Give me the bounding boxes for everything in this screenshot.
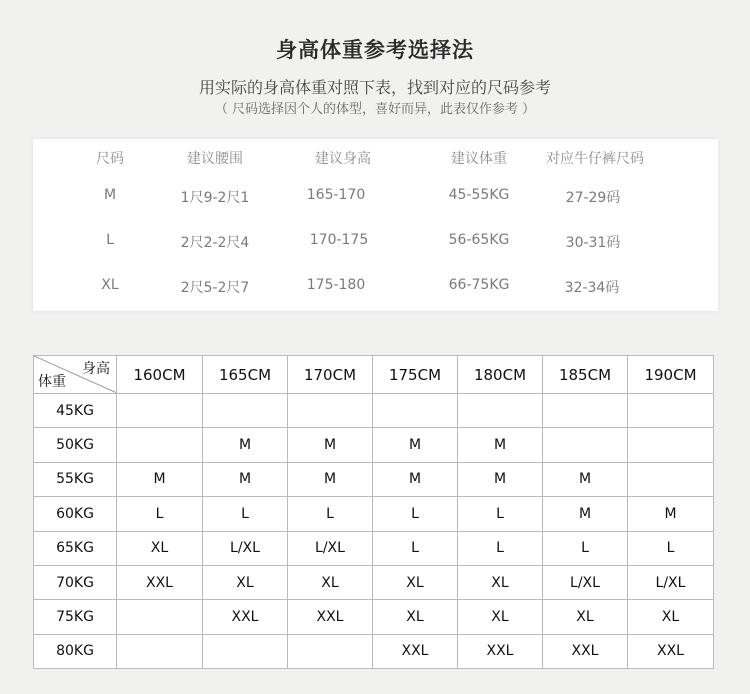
size-cell: XXL — [288, 600, 373, 634]
size-cell: XL — [458, 565, 543, 599]
size-cell: M — [458, 462, 543, 496]
size-cell: XL — [458, 600, 543, 634]
height-weight-grid — [33, 355, 714, 669]
height-header-165cm: 165CM — [203, 356, 288, 394]
size-cell: L/XL — [543, 565, 628, 599]
size-cell: M — [543, 462, 628, 496]
size-cell — [117, 634, 203, 668]
size-header-height: 建议身高 — [315, 151, 371, 167]
size-cell: L — [373, 497, 458, 531]
size-cell: L/XL — [288, 531, 373, 565]
size-cell: M — [373, 462, 458, 496]
size-row-l-jeans: 30-31码 — [565, 235, 621, 251]
weight-label: 45KG — [34, 394, 117, 428]
weight-label: 70KG — [34, 565, 117, 599]
size-header-size: 尺码 — [96, 151, 124, 167]
size-reference-table — [33, 139, 718, 311]
size-cell: L — [203, 497, 288, 531]
size-cell: M — [628, 497, 714, 531]
size-cell — [543, 428, 628, 462]
size-row-m-jeans: 27-29码 — [565, 190, 621, 206]
size-cell: L — [543, 531, 628, 565]
size-cell: L/XL — [203, 531, 288, 565]
size-cell: L — [373, 531, 458, 565]
size-cell — [288, 394, 373, 428]
size-cell: XXL — [543, 634, 628, 668]
height-header-160cm: 160CM — [117, 356, 203, 394]
size-cell: M — [288, 462, 373, 496]
size-cell: M — [458, 428, 543, 462]
size-header-jeans: 对应牛仔裤尺码 — [546, 151, 644, 167]
height-header-170cm: 170CM — [288, 356, 373, 394]
corner-height-label: 身高 — [82, 361, 110, 377]
size-cell — [117, 428, 203, 462]
table-row — [34, 497, 714, 531]
size-row-m-waist: 1尺9-2尺1 — [180, 190, 250, 206]
size-row-l-height: 170-175 — [309, 232, 369, 248]
size-cell: XL — [288, 565, 373, 599]
weight-label: 80KG — [34, 634, 117, 668]
size-row-l-size: L — [106, 232, 114, 248]
size-row-xl-weight: 66-75KG — [448, 277, 510, 293]
corner-weight-label: 体重 — [38, 374, 66, 390]
table-row — [34, 394, 714, 428]
size-cell: XL — [373, 600, 458, 634]
size-cell: XL — [543, 600, 628, 634]
size-cell: XL — [203, 565, 288, 599]
table-row — [34, 600, 714, 634]
size-cell — [543, 394, 628, 428]
size-cell — [117, 600, 203, 634]
size-row-l-waist: 2尺2-2尺4 — [180, 235, 250, 251]
weight-label: 60KG — [34, 497, 117, 531]
size-row-m-height: 165-170 — [306, 187, 366, 203]
size-cell: M — [543, 497, 628, 531]
size-row-xl-size: XL — [101, 277, 119, 293]
size-cell: M — [203, 428, 288, 462]
size-cell — [117, 394, 203, 428]
size-cell — [628, 394, 714, 428]
page-subtitle: 用实际的身高体重对照下表，找到对应的尺码参考 — [198, 78, 551, 97]
height-weight-chart — [33, 355, 713, 669]
table-row — [34, 565, 714, 599]
size-cell: M — [203, 462, 288, 496]
grid-corner-cell — [34, 356, 117, 394]
size-cell — [628, 462, 714, 496]
height-header-185cm: 185CM — [543, 356, 628, 394]
size-cell — [458, 394, 543, 428]
size-header-waist: 建议腰围 — [187, 151, 243, 167]
size-cell: L/XL — [628, 565, 714, 599]
height-header-175cm: 175CM — [373, 356, 458, 394]
grid-header-row — [34, 356, 714, 394]
size-cell: L — [458, 531, 543, 565]
size-cell: XL — [628, 600, 714, 634]
size-cell: XL — [117, 531, 203, 565]
size-row-l-weight: 56-65KG — [448, 232, 510, 248]
size-cell: XL — [373, 565, 458, 599]
weight-label: 50KG — [34, 428, 117, 462]
size-cell: XXL — [628, 634, 714, 668]
size-cell — [203, 634, 288, 668]
size-row-xl-height: 175-180 — [306, 277, 366, 293]
page-note: （ 尺码选择因个人的体型，喜好而异，此表仅作参考 ） — [214, 102, 536, 117]
size-cell: XXL — [117, 565, 203, 599]
table-row — [34, 428, 714, 462]
table-row — [34, 634, 714, 668]
table-row — [34, 531, 714, 565]
table-row — [34, 462, 714, 496]
weight-label: 75KG — [34, 600, 117, 634]
size-cell: XXL — [203, 600, 288, 634]
size-cell: L — [458, 497, 543, 531]
size-cell — [373, 394, 458, 428]
size-cell: M — [117, 462, 203, 496]
weight-label: 55KG — [34, 462, 117, 496]
size-row-m-weight: 45-55KG — [448, 187, 510, 203]
size-cell: XXL — [458, 634, 543, 668]
size-cell: L — [117, 497, 203, 531]
size-row-xl-waist: 2尺5-2尺7 — [180, 280, 250, 296]
size-cell: L — [288, 497, 373, 531]
size-cell: L — [628, 531, 714, 565]
size-row-m-size: M — [103, 187, 117, 203]
height-header-190cm: 190CM — [628, 356, 714, 394]
size-cell — [628, 428, 714, 462]
height-header-180cm: 180CM — [458, 356, 543, 394]
page-title: 身高体重参考选择法 — [276, 38, 474, 62]
size-cell: M — [288, 428, 373, 462]
size-cell — [288, 634, 373, 668]
size-cell — [203, 394, 288, 428]
size-cell: XXL — [373, 634, 458, 668]
size-cell: M — [373, 428, 458, 462]
weight-label: 65KG — [34, 531, 117, 565]
size-row-xl-jeans: 32-34码 — [564, 280, 620, 296]
size-header-weight: 建议体重 — [451, 151, 507, 167]
